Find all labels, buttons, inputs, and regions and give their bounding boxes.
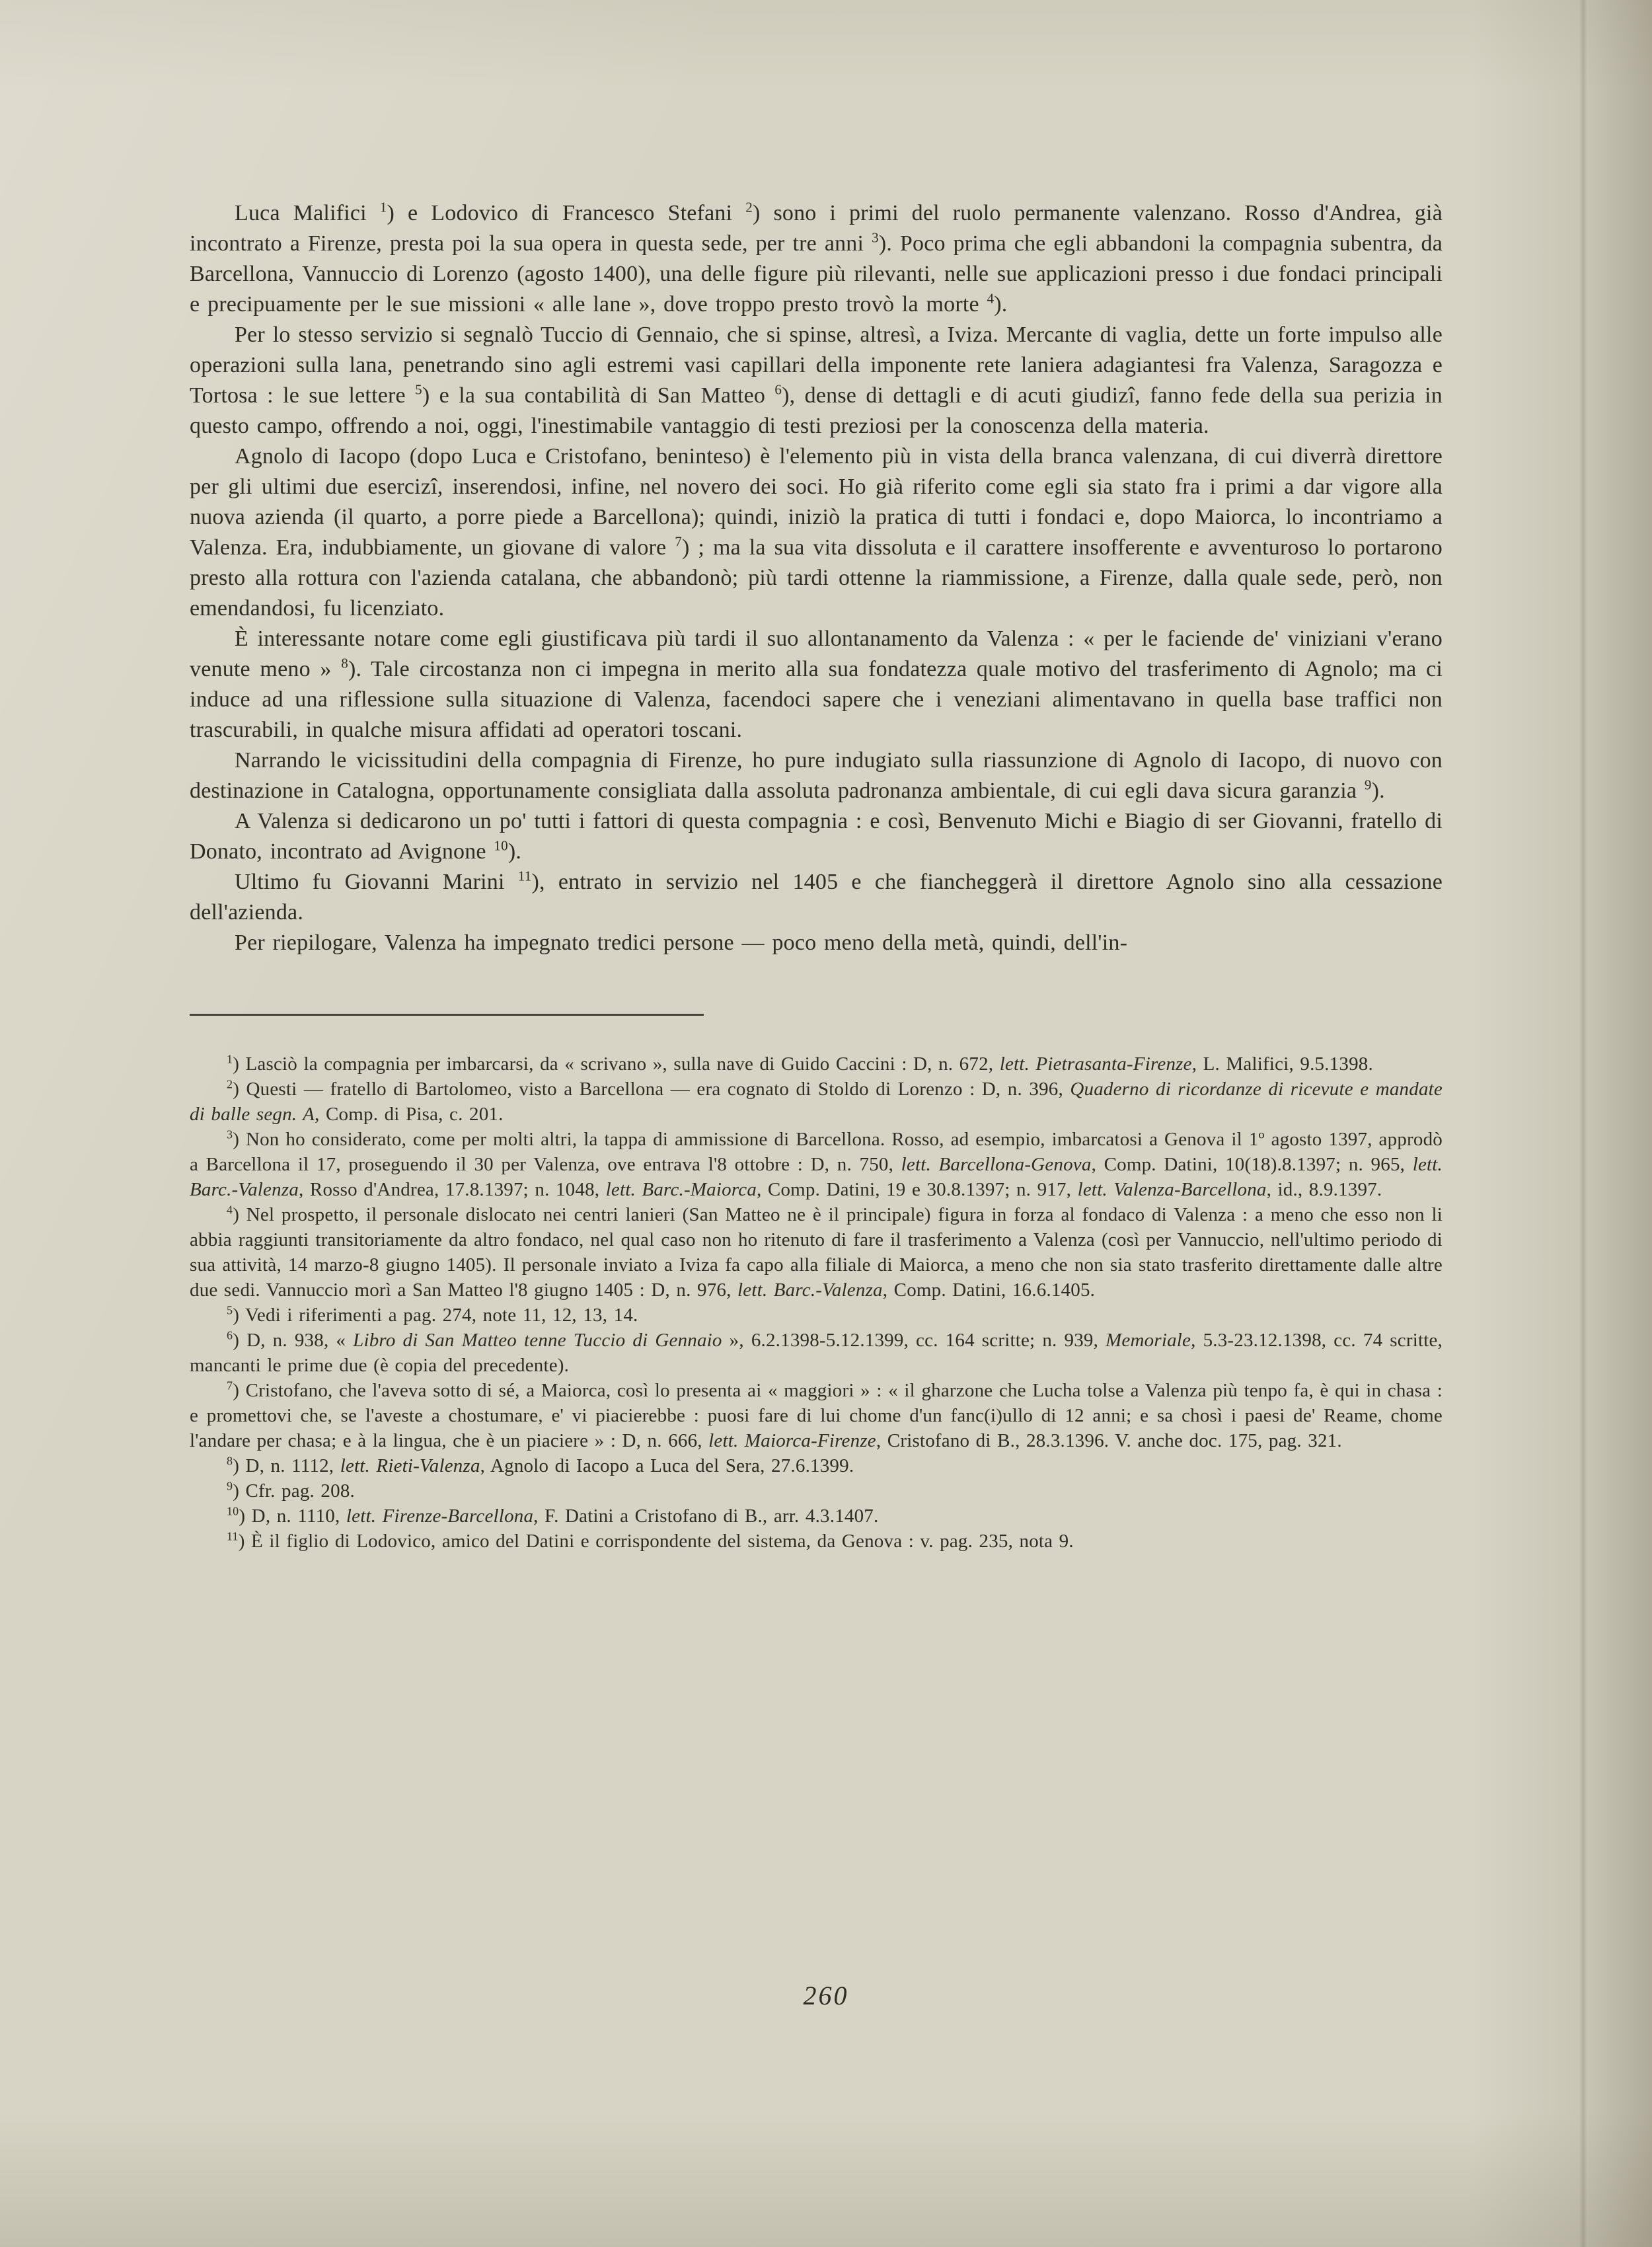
footnote-ref: 9 (1364, 777, 1372, 793)
footnote (190, 1504, 1443, 1529)
text-segment: ), entrato in servizio nel 1405 e che fiancheggerà il direttore Agnolo sino alla cessazione dell'azienda. (190, 870, 1443, 925)
text-segment: Agnolo di Iacopo (dopo Luca e Cristofano, beninteso) è l'elemento più in vista della branca valenzana, di cui diverrà direttore per gli ultimi due esercizî, inserendosi, infine, nel novero dei soci. Ho già riferito come egli sia stato fra i primi a dar vigore alla nuova azienda (il quarto, a porre piede a Barcellona); quindi, iniziò la pratica di tutti i fondaci e, dopo Maiorca, lo incontriamo a Valenza. Era, indubbiamente, un giovane di valore (190, 444, 1443, 560)
footnote-ref: 3 (872, 229, 879, 246)
text-segment: , Comp. Datini, 16.6.1405. (882, 1279, 1096, 1301)
text-segment-italic: lett. Maiorca-Firenze (708, 1430, 876, 1451)
footnote-number: 2 (227, 1077, 233, 1091)
footnote-ref: 1 (379, 199, 387, 215)
footnote-number: 9 (227, 1479, 233, 1493)
footnote-number: 7 (227, 1379, 233, 1392)
text-segment-italic: lett. Valenza-Barcellona (1077, 1179, 1267, 1200)
text-segment: ) Vedi i riferimenti a pag. 274, note 11, 12, 13, 14. (233, 1305, 638, 1326)
text-segment: Luca Malifici (235, 201, 380, 225)
footnote (190, 1378, 1443, 1453)
page-crease-shadow (1579, 0, 1587, 2247)
text-segment: , Comp. di Pisa, c. 201. (315, 1104, 504, 1125)
text-segment: Narrando le vicissitudini della compagnia di Firenze, ho pure indugiato sulla riassunzione di Agnolo di Iacopo, di nuovo con destinazione in Catalogna, opportunamente consigliata dalla assoluta padronanza ambientale, di cui egli dava sicura garanzia (190, 748, 1443, 803)
footnote (190, 1453, 1443, 1478)
footnotes (190, 1051, 1443, 1554)
footnote-number: 1 (227, 1052, 233, 1066)
text-segment: ). (994, 292, 1008, 317)
footnote (190, 1127, 1443, 1202)
paragraph (190, 441, 1443, 624)
footnote-number: 4 (227, 1203, 233, 1217)
text-column (190, 198, 1443, 1554)
text-segment: ). (507, 839, 522, 864)
text-segment: È interessante notare come egli giustificava più tardi il suo allontanamento da Valenza : « per le faciende de' viniziani v'erano venute meno » (190, 627, 1443, 681)
footnote-ref: 2 (745, 199, 753, 215)
footnote-separator (190, 1014, 704, 1016)
text-segment: Ultimo fu Giovanni Marini (235, 870, 518, 894)
text-segment: A Valenza si dedicarono un po' tutti i fattori di questa compagnia : e così, Benvenuto Michi e Biagio di ser Giovanni, fratello di Donato, incontrato ad Avignone (190, 809, 1443, 864)
paragraph (190, 745, 1443, 806)
paragraph (190, 867, 1443, 928)
text-segment: ) Questi — fratello di Bartolomeo, visto a Barcellona — era cognato di Stoldo di Lorenzo : D, n. 396, (233, 1079, 1070, 1100)
text-segment: ) D, n. 1112, (233, 1455, 340, 1476)
text-segment: , Rosso d'Andrea, 17.8.1397; n. 1048, (299, 1179, 606, 1200)
footnote-number: 10 (227, 1504, 239, 1518)
paragraph (190, 806, 1443, 867)
text-segment: ) sono i primi del ruolo permanente valenzano. Rosso d'Andrea, già incontrato a Firenze, presta poi la sua opera in questa sede, per tre anni (190, 201, 1443, 256)
text-segment: , id., 8.9.1397. (1266, 1179, 1382, 1200)
text-segment: ) e Lodovico di Francesco Stefani (387, 201, 746, 225)
body-text (190, 198, 1443, 958)
text-segment-italic: lett. Firenze-Barcellona (346, 1505, 534, 1527)
text-segment: ). (1371, 779, 1385, 803)
text-segment-italic: Quaderno di ricordanze di ricevute e mandate di balle segn. A (190, 1079, 1443, 1125)
text-segment: ) ; ma la sua vita dissoluta e il carattere insofferente e avventuroso lo portarono presto alla rottura con l'azienda catalana, che abbandonò; più tardi ottenne la riammissione, a Firenze, dalla quale sede, però, non emendandosi, fu licenziato. (190, 535, 1443, 621)
footnote-ref: 5 (415, 381, 422, 398)
paragraph (190, 928, 1443, 958)
text-segment-italic: Libro di San Matteo tenne Tuccio di Gennaio (353, 1330, 722, 1351)
footnote-ref: 4 (987, 290, 995, 307)
footnote (190, 1202, 1443, 1303)
text-segment: , Agnolo di Iacopo a Luca del Sera, 27.6.1399. (480, 1455, 854, 1476)
text-segment: ) D, n. 938, « (233, 1330, 354, 1351)
text-segment: , Comp. Datini, 19 e 30.8.1397; n. 917, (757, 1179, 1078, 1200)
text-segment: , Comp. Datini, 10(18).8.1397; n. 965, (1091, 1154, 1413, 1175)
text-segment: ). Tale circostanza non ci impegna in merito alla sua fondatezza quale motivo del trasferimento di Agnolo; ma ci induce ad una riflessione sulla situazione di Valenza, facendoci sapere che i veneziani alimentavano in quella base traffici non trascurabili, in qualche misura affidati ad operatori toscani. (190, 657, 1443, 742)
footnote (190, 1529, 1443, 1554)
footnote (190, 1478, 1443, 1504)
text-segment: Per lo stesso servizio si segnalò Tuccio di Gennaio, che si spinse, altresì, a Iviza. Mercante di vaglia, dette un forte impulso alle operazioni sulla lana, penetrando sino agli estremi vasi capillari della imponente rete laniera adagiantesi fra Valenza, Saragozza e Tortosa : le sue lettere (190, 323, 1443, 408)
text-segment: , Cristofano di B., 28.3.1396. V. anche doc. 175, pag. 321. (876, 1430, 1342, 1451)
text-segment: ) D, n. 1110, (239, 1505, 346, 1527)
text-segment: , 5.3-23.12.1398, cc. 74 scritte, mancanti le prime due (è copia del precedente). (190, 1330, 1443, 1376)
text-segment: ) Cfr. pag. 208. (233, 1480, 355, 1502)
footnote-number: 6 (227, 1328, 233, 1342)
text-segment: ) Nel prospetto, il personale dislocato nei centri lanieri (San Matteo ne è il principale) figura in forza al fondaco di Valenza : a meno che esso non li abbia raggiunti transitoriamente da altro fondaco, nel qual caso non ho ritenuto di fare il trasferimento a Valenza (così per Vannuccio, nell'ultimo periodo di sua attività, 14 marzo-8 giugno 1405). Il personale inviato a Iviza fa capo alla filiale di Maiorca, a meno che non sia stato trasferito direttamente dalle altre due sedi. Vannuccio morì a San Matteo l'8 giugno 1405 : D, n. 976, (190, 1204, 1443, 1301)
paragraph (190, 320, 1443, 441)
footnote-number: 5 (227, 1303, 233, 1317)
text-segment: , L. Malifici, 9.5.1398. (1191, 1053, 1373, 1075)
footnote (190, 1303, 1443, 1328)
footnote (190, 1077, 1443, 1127)
footnote-ref: 6 (774, 381, 782, 398)
footnote-number: 3 (227, 1127, 233, 1141)
text-segment-italic: lett. Barc.-Valenza (190, 1154, 1443, 1200)
text-segment: ) Non ho considerato, come per molti altri, la tappa di ammissione di Barcellona. Rosso, ad esempio, imbarcatosi a Genova il 1º agosto 1397, approdò a Barcellona il 17, proseguendo il 30 per Valenza, ove entrava l'8 ottobre : D, n. 750, (190, 1129, 1443, 1175)
text-segment-italic: lett. Rieti-Valenza (340, 1455, 480, 1476)
text-segment-italic: lett. Barcellona-Genova (901, 1154, 1092, 1175)
text-segment: ) Lasciò la compagnia per imbarcarsi, da « scrivano », sulla nave di Guido Caccini : D, n. 672, (233, 1053, 1000, 1075)
footnote-ref: 10 (494, 837, 508, 854)
paragraph (190, 624, 1443, 745)
text-segment-italic: lett. Barc.-Maiorca (605, 1179, 757, 1200)
footnote (190, 1328, 1443, 1378)
footnote-ref: 11 (517, 868, 532, 884)
text-segment: », 6.2.1398-5.12.1399, cc. 164 scritte; n. 939, (722, 1330, 1106, 1351)
text-segment-italic: Memoriale (1106, 1330, 1191, 1351)
text-segment: ). Poco prima che egli abbandoni la compagnia subentra, da Barcellona, Vannuccio di Lorenzo (agosto 1400), una delle figure più rilevanti, nelle sue applicazioni presso i due fondaci principali e precipuamente per le sue missioni « alle lane », dove troppo presto trovò la morte (190, 231, 1443, 317)
footnote-ref: 7 (675, 533, 682, 550)
footnote-ref: 8 (341, 655, 348, 671)
text-segment: , F. Datini a Cristofano di B., arr. 4.3.1407. (533, 1505, 879, 1527)
footnote (190, 1051, 1443, 1077)
text-segment: ) Cristofano, che l'aveva sotto di sé, a Maiorca, così lo presenta ai « maggiori » : « il gharzone che Lucha tolse a Valenza più tenpo fa, è qui in chasa : e promettovi che, se l'aveste a chostumare, e' vi piacierebbe : puosi fare di lui chome d'un fanc(i)ullo di 12 anni; e sa chosì i paesi de' Reame, chome l'andare per chasa; e à la lingua, che è un piaciere » : D, n. 666, (190, 1380, 1443, 1451)
text-segment: ), dense di dettagli e di acuti giudizî, fanno fede della sua perizia in questo campo, offrendo a noi, oggi, l'inestimabile vantaggio di testi preziosi per la conoscenza della materia. (190, 383, 1443, 438)
text-segment-italic: lett. Pietrasanta-Firenze (999, 1053, 1192, 1075)
footnote-number: 11 (227, 1529, 239, 1543)
text-segment: Per riepilogare, Valenza ha impegnato tredici persone — poco meno della metà, quindi, dell'in- (235, 931, 1128, 955)
footnote-number: 8 (227, 1454, 233, 1468)
text-segment: ) e la sua contabilità di San Matteo (422, 383, 775, 408)
paragraph (190, 198, 1443, 320)
text-segment-italic: lett. Barc.-Valenza (737, 1279, 883, 1301)
text-segment: ) È il figlio di Lodovico, amico del Datini e corrispondente del sistema, da Genova : v. pag. 235, nota 9. (238, 1531, 1074, 1552)
page-number: 260 (803, 1981, 849, 2010)
